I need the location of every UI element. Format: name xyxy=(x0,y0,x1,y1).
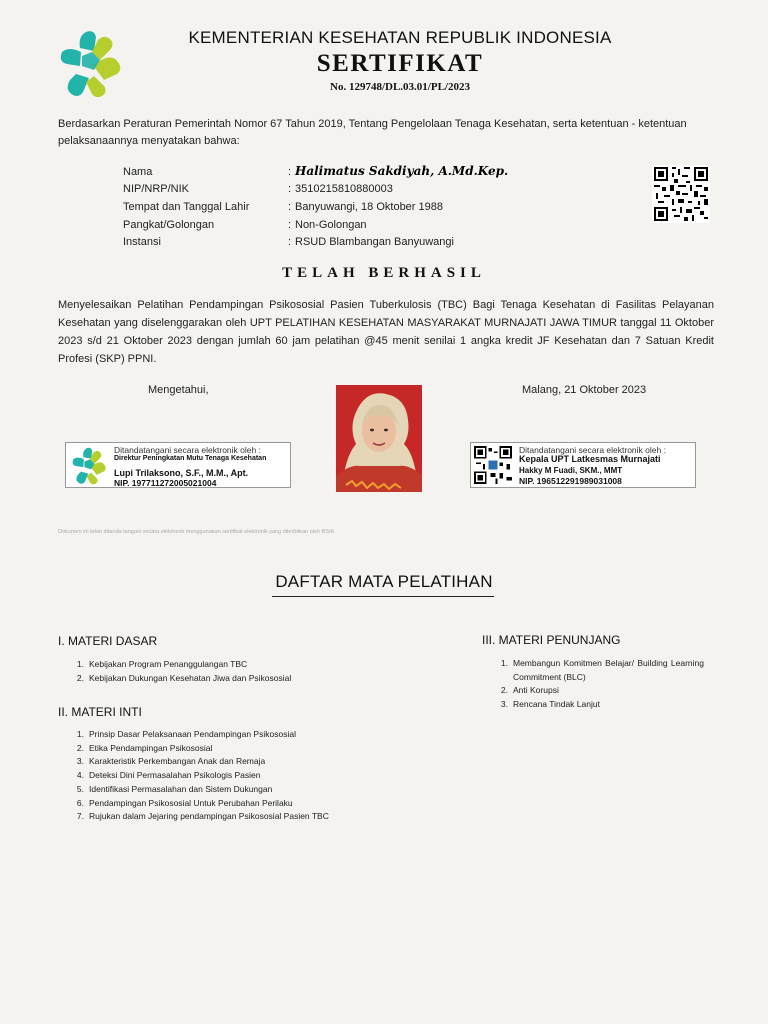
list-item xyxy=(70,658,291,672)
intro-paragraph: Berdasarkan Peraturan Pemerintah Nomor 67 Tahun 2019, Tentang Pengelolaan Tenaga Kesehatan, serta ketentuan - ketentuan pelaksanaannya menyatakan bahwa: xyxy=(58,118,687,147)
section-title-supporting: III. MATERI PENUNJANG xyxy=(482,633,621,647)
success-heading: TELAH BERHASIL xyxy=(282,265,486,281)
item-text: Identifikasi Permasalahan dan Sistem Dukungan xyxy=(89,783,273,794)
item-number: 3. xyxy=(500,699,508,710)
completion-paragraph: Menyelesaikan Pelatihan Pendampingan Psikososial Pasien Tuberkulosis (TBC) Bagi Tenaga Kesehatan di Fasilitas Pelayanan Kesehatan yang diselenggarakan oleh UPT PELATIHAN KESEHATAN MASYARAKAT MURNAJATI JAWA TIMUR tanggal 11 Oktober 2023 s/d 21 Oktober 2023 dengan jumlah 60 jam pelatihan @45 menit senilai 1 angka kredit JF Kesehatan dan 7 Satuan Kredit Profesi (SKP) PPNI. xyxy=(58,299,714,365)
identity-row-nip xyxy=(123,183,623,201)
participant-photo xyxy=(336,385,422,492)
list-item xyxy=(70,755,329,769)
list-item xyxy=(70,783,329,797)
identity-value: Non-Golongan xyxy=(295,219,367,231)
identity-value: 3510215810880003 xyxy=(295,183,393,195)
identity-colon: : xyxy=(288,166,292,178)
signer-nip: NIP. 197711272005021004 xyxy=(114,478,217,488)
signed-by-label: Ditandatangani secara elektronik oleh : xyxy=(114,445,261,455)
identity-label: Instansi xyxy=(123,236,161,248)
signer-position: Direktur Peningkatan Mutu Tenaga Kesehatan xyxy=(114,455,267,462)
item-text: Anti Korupsi xyxy=(513,685,559,696)
item-number: 1. xyxy=(76,729,84,739)
identity-label: Nama xyxy=(123,166,153,178)
item-text: Pendampingan Psikososial Untuk Perubahan Perilaku xyxy=(89,797,293,808)
electronic-signature-left xyxy=(65,442,291,488)
identity-value: RSUD Blambangan Banyuwangi xyxy=(295,236,454,248)
list-item xyxy=(70,810,329,824)
list-item xyxy=(70,742,329,756)
certificate-title: SERTIFIKAT xyxy=(316,50,484,77)
identity-row-rank xyxy=(123,219,623,237)
identity-row-name xyxy=(123,166,623,184)
item-number: 2. xyxy=(76,742,84,753)
item-text: Kebijakan Program Penanggulangan TBC xyxy=(89,659,248,669)
curriculum-title: DAFTAR MATA PELATIHAN xyxy=(275,572,493,591)
item-text: Rencana Tindak Lanjut xyxy=(513,699,600,710)
basic-material-list xyxy=(70,658,291,685)
item-number: 2. xyxy=(500,685,508,696)
section-title-core: II. MATERI INTI xyxy=(58,705,142,719)
list-item xyxy=(494,698,704,712)
item-text: Etika Pendampingan Psikososial xyxy=(89,742,213,753)
identity-label: NIP/NRP/NIK xyxy=(123,183,190,195)
item-number: 6. xyxy=(76,797,84,808)
list-item xyxy=(494,657,704,684)
list-item xyxy=(70,769,329,783)
identity-colon: : xyxy=(288,183,292,195)
qr-code-icon xyxy=(474,446,512,484)
identity-colon: : xyxy=(288,219,292,231)
signer-name: Lupi Trilaksono, S.F., M.M., Apt. xyxy=(114,468,249,478)
list-item xyxy=(494,684,704,698)
ministry-logo-icon xyxy=(58,28,126,100)
item-number: 2. xyxy=(76,672,84,683)
title-underline xyxy=(272,596,494,597)
section-title-basic: I. MATERI DASAR xyxy=(58,634,158,648)
identity-label: Tempat dan Tanggal Lahir xyxy=(123,201,250,213)
identity-row-birth xyxy=(123,201,623,219)
ministry-name: KEMENTERIAN KESEHATAN REPUBLIK INDONESIA xyxy=(188,28,612,47)
signed-by-label: Ditandatangani secara elektronik oleh : xyxy=(519,445,666,455)
list-item xyxy=(70,728,329,742)
core-material-list xyxy=(70,728,329,824)
identity-value: Banyuwangi, 18 Oktober 1988 xyxy=(295,201,443,213)
identity-value: Halimatus Sakdiyah, A.Md.Kep. xyxy=(295,164,509,178)
item-text: Membangun Komitmen Belajar/ Building Learning Commitment (BLC) xyxy=(513,658,704,682)
item-number: 5. xyxy=(76,783,84,794)
place-date: Malang, 21 Oktober 2023 xyxy=(522,384,647,396)
identity-row-institution xyxy=(123,236,623,254)
item-number: 3. xyxy=(76,756,84,767)
supporting-material-list xyxy=(494,657,704,712)
identity-colon: : xyxy=(288,201,292,213)
item-text: Karakteristik Perkembangan Anak dan Remaja xyxy=(89,756,266,767)
acknowledged-label: Mengetahui, xyxy=(148,384,209,396)
ministry-logo-icon xyxy=(69,446,111,486)
bsre-footnote: Dokumen ini telah ditanda tangani secara elektronik menggunakan sertifikat elektronik yang diterbitkan oleh BSrE xyxy=(58,529,335,535)
item-number: 1. xyxy=(500,658,508,668)
electronic-signature-right xyxy=(470,442,696,488)
signer-name: Hakky M Fuadi, SKM., MMT xyxy=(519,466,623,475)
item-text: Rujukan dalam Jejaring pendampingan Psikososial Pasien TBC xyxy=(89,811,329,822)
identity-colon: : xyxy=(288,236,292,248)
item-text: Kebijakan Dukungan Kesehatan Jiwa dan Psikososial xyxy=(89,672,292,683)
certificate-number: No. 129748/DL.03.01/PL/2023 xyxy=(330,81,470,93)
identity-label: Pangkat/Golongan xyxy=(123,219,215,231)
signer-nip: NIP. 196512291989031008 xyxy=(519,476,622,486)
item-number: 4. xyxy=(76,770,84,781)
list-item xyxy=(70,672,291,686)
item-text: Prinsip Dasar Pelaksanaan Pendampingan Psikososial xyxy=(89,729,296,739)
qr-code-icon xyxy=(652,165,710,223)
list-item xyxy=(70,797,329,811)
item-number: 7. xyxy=(76,811,84,822)
item-text: Deteksi Dini Permasalahan Psikologis Pasien xyxy=(89,770,261,781)
signer-position: Kepala UPT Latkesmas Murnajati xyxy=(519,454,661,464)
item-number: 1. xyxy=(76,659,84,669)
